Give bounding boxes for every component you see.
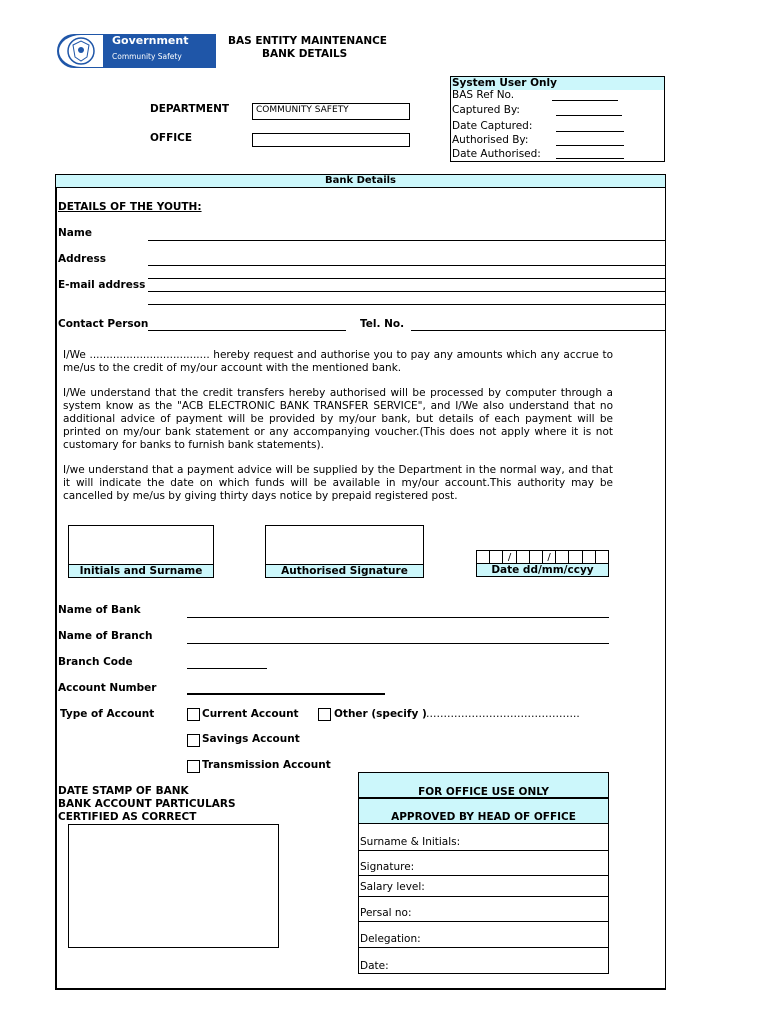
date-cell[interactable] <box>583 551 596 563</box>
logo-title: Government <box>112 34 189 47</box>
current-account-label: Current Account <box>202 708 299 720</box>
row-divider <box>358 947 609 948</box>
branch-code-field[interactable] <box>187 668 267 669</box>
authorised-by-label: Authorised By: <box>452 134 529 146</box>
date-separator: / <box>543 551 556 563</box>
delegation-label: Delegation: <box>360 933 421 945</box>
bank-details-heading: Bank Details <box>56 175 665 188</box>
payment-advice-paragraph: I/we understand that a payment advice will be supplied by the Department in the normal way, and that it will indicate the date on which funds will be available in my/our account.This authority may be cancelled by me/us by giving thirty days notice by prepaid registered post. <box>63 464 613 502</box>
row-divider <box>358 875 609 876</box>
date-cell[interactable] <box>477 551 490 563</box>
tel-field[interactable] <box>411 330 665 331</box>
tel-label: Tel. No. <box>360 318 405 330</box>
contact-person-label: Contact Person <box>58 318 149 330</box>
date-authorised-label: Date Authorised: <box>452 148 541 160</box>
name-field[interactable] <box>148 240 665 241</box>
system-user-heading: System User Only <box>451 77 664 90</box>
date-label: Date: <box>360 960 389 972</box>
date-cell[interactable] <box>517 551 530 563</box>
name-label: Name <box>58 227 92 239</box>
department-field[interactable]: COMMUNITY SAFETY <box>252 103 410 120</box>
savings-account-label: Savings Account <box>202 733 300 745</box>
branch-name-label: Name of Branch <box>58 630 153 642</box>
date-cell[interactable] <box>556 551 569 563</box>
form-subtitle: BANK DETAILS <box>262 48 348 60</box>
address-label: Address <box>58 253 106 265</box>
row-divider <box>358 850 609 851</box>
initials-surname-caption: Initials and Surname <box>68 565 214 578</box>
email-label: E-mail address <box>58 279 146 291</box>
bas-ref-field[interactable] <box>552 100 618 101</box>
account-number-field[interactable] <box>187 693 385 695</box>
form-title: BAS ENTITY MAINTENANCE <box>228 35 387 47</box>
current-account-checkbox[interactable] <box>187 708 200 721</box>
transmission-account-checkbox[interactable] <box>187 760 200 773</box>
office-use-heading: FOR OFFICE USE ONLY <box>358 772 609 798</box>
office-label: OFFICE <box>150 132 193 144</box>
transmission-account-label: Transmission Account <box>202 759 331 771</box>
initials-surname-box[interactable] <box>68 525 214 565</box>
date-input-cells[interactable] <box>476 550 609 564</box>
logo-subtitle: Community Safety <box>112 52 182 61</box>
date-authorised-field[interactable] <box>556 158 624 159</box>
date-cell[interactable] <box>569 551 582 563</box>
bank-name-field[interactable] <box>187 617 609 618</box>
bank-name-label: Name of Bank <box>58 604 141 616</box>
email-field[interactable] <box>148 291 665 292</box>
date-cell[interactable] <box>596 551 608 563</box>
bank-stamp-box[interactable] <box>68 824 279 948</box>
other-specify-field[interactable]: …………………………………….. <box>426 708 580 720</box>
date-cell[interactable] <box>490 551 503 563</box>
approved-heading: APPROVED BY HEAD OF OFFICE <box>358 798 609 824</box>
row-divider <box>358 896 609 897</box>
stamp-heading-line3: CERTIFIED AS CORRECT <box>58 811 197 823</box>
signature-label: Signature: <box>360 861 415 873</box>
stamp-heading-line1: DATE STAMP OF BANK <box>58 785 189 797</box>
other-account-label: Other (specify ) <box>334 708 427 720</box>
branch-code-label: Branch Code <box>58 656 133 668</box>
date-captured-field[interactable] <box>556 131 624 132</box>
email-field-line2[interactable] <box>148 304 665 305</box>
other-account-checkbox[interactable] <box>318 708 331 721</box>
persal-no-label: Persal no: <box>360 907 412 919</box>
account-number-label: Account Number <box>58 682 157 694</box>
address-field[interactable] <box>148 265 665 266</box>
account-type-label: Type of Account <box>60 708 155 720</box>
coat-of-arms-icon <box>59 35 103 67</box>
authorised-signature-caption: Authorised Signature <box>265 565 424 578</box>
captured-by-label: Captured By: <box>452 104 520 116</box>
surname-initials-label: Surname & Initials: <box>360 836 461 848</box>
contact-person-field[interactable] <box>148 330 346 331</box>
youth-details-heading: DETAILS OF THE YOUTH: <box>58 201 202 213</box>
date-caption: Date dd/mm/ccyy <box>476 564 609 577</box>
date-cell[interactable] <box>530 551 543 563</box>
salary-level-label: Salary level: <box>360 881 425 893</box>
bas-ref-label: BAS Ref No. <box>452 89 515 101</box>
branch-name-field[interactable] <box>187 643 609 644</box>
authorised-signature-box[interactable] <box>265 525 424 565</box>
department-label: DEPARTMENT <box>150 103 230 115</box>
date-separator: / <box>503 551 516 563</box>
date-captured-label: Date Captured: <box>452 120 533 132</box>
stamp-heading-line2: BANK ACCOUNT PARTICULARS <box>58 798 236 810</box>
authorisation-paragraph: I/We .................................... hereby request and authorise you to pay any amounts which any accrue to me/us to the credit of my/our account with the mentioned bank. <box>63 349 613 374</box>
captured-by-field[interactable] <box>556 115 622 116</box>
address-field-line2[interactable] <box>148 278 665 279</box>
row-divider <box>358 921 609 922</box>
authorised-by-field[interactable] <box>556 145 624 146</box>
office-field[interactable] <box>252 133 410 147</box>
acb-paragraph: I/We understand that the credit transfers hereby authorised will be processed by computer through a system know as the "ACB ELECTRONIC BANK TRANSFER SERVICE", and I/We also understand that no additional advice of payment will be provided by my/our bank, but details of each payment will be printed on my/our bank statement or any accompanying voucher.(This does not apply where it is not customary for banks to furnish bank statements). <box>63 387 613 451</box>
savings-account-checkbox[interactable] <box>187 734 200 747</box>
